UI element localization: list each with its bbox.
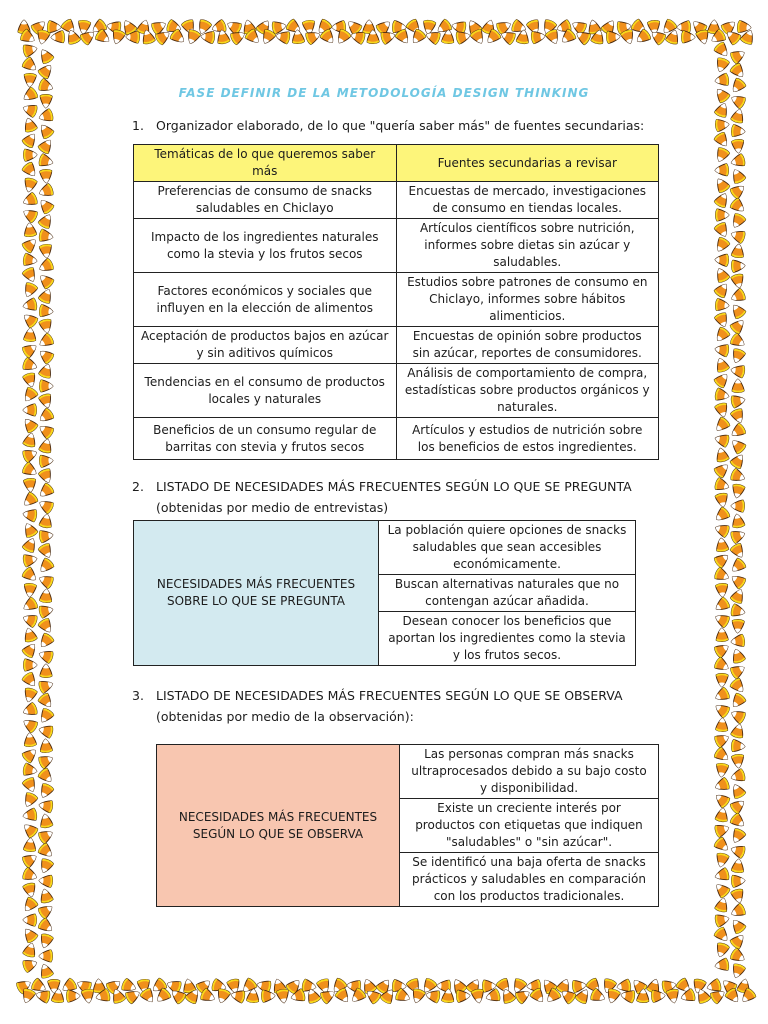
table-cell-source: Análisis de comportamiento de compra, estadísticas sobre productos orgánicos y naturales. xyxy=(396,364,659,418)
candy-corn-icon xyxy=(730,408,746,425)
candy-corn-icon xyxy=(713,777,730,793)
candy-corn-icon xyxy=(729,903,746,920)
candy-corn-icon xyxy=(22,298,38,313)
candy-corn-icon xyxy=(679,988,696,1004)
candy-corn-icon xyxy=(714,942,730,959)
candy-corn-icon xyxy=(713,461,731,479)
candy-corn-icon xyxy=(456,990,470,1003)
candy-corn-icon xyxy=(39,589,52,603)
candy-corn-icon xyxy=(730,723,745,739)
candy-corn-icon xyxy=(731,273,746,289)
table-row xyxy=(134,219,659,273)
table-cell-topic: Preferencias de consumo de snacks saludables en Chiclayo xyxy=(134,182,397,219)
candy-corn-icon xyxy=(37,617,54,635)
candy-corn-icon xyxy=(21,102,38,118)
candy-corn-icon xyxy=(37,632,55,650)
candy-corn-icon xyxy=(21,192,38,208)
candy-corn-icon xyxy=(531,30,546,44)
candy-corn-icon xyxy=(714,343,729,357)
candy-corn-icon xyxy=(276,989,290,1004)
candy-corn-icon xyxy=(730,963,746,980)
candy-corn-icon xyxy=(713,551,731,569)
candy-corn-icon xyxy=(21,386,39,404)
candy-corn-icon xyxy=(37,122,55,140)
candy-corn-icon xyxy=(714,913,730,928)
candy-corn-icon xyxy=(729,917,747,935)
candy-corn-icon xyxy=(23,914,37,926)
candy-corn-icon xyxy=(22,867,39,883)
candy-corn-icon xyxy=(39,438,54,454)
candy-corn-icon xyxy=(730,468,747,484)
need-item: Desean conocer los beneficios que aportan los ingredientes como la stevia y los frutos secos. xyxy=(379,612,636,666)
candy-corn-icon xyxy=(731,139,744,153)
candy-corn-icon xyxy=(731,260,745,273)
interview-needs-table xyxy=(133,520,636,666)
candy-corn-icon xyxy=(715,118,730,131)
candy-corn-icon xyxy=(731,124,746,137)
candy-corn-icon xyxy=(22,627,37,643)
candy-corn-icon xyxy=(681,31,695,43)
need-item: Existe un creciente interés por productos con etiquetas que indiquen "saludables" o "sin azúcar". xyxy=(400,799,659,853)
candy-corn-icon xyxy=(23,478,36,493)
interview-needs-label: NECESIDADES MÁS FRECUENTES SOBRE LO QUE SE PREGUNTA xyxy=(134,521,379,666)
candy-corn-icon xyxy=(23,253,38,267)
candy-corn-icon xyxy=(21,236,39,254)
candy-corn-icon xyxy=(714,897,729,913)
candy-corn-icon xyxy=(729,452,746,470)
candy-corn-icon xyxy=(731,858,745,873)
candy-corn-icon xyxy=(713,791,731,809)
candy-corn-icon xyxy=(38,362,54,379)
candy-corn-icon xyxy=(715,254,729,267)
section1-heading xyxy=(132,115,652,136)
candy-corn-icon xyxy=(21,596,39,613)
candy-corn-icon xyxy=(39,304,54,317)
table-cell-source: Artículos científicos sobre nutrición, informes sobre dietas sin azúcar y saludables. xyxy=(396,219,659,273)
candy-corn-icon xyxy=(729,797,747,815)
candy-corn-icon xyxy=(731,754,744,769)
secondary-sources-table xyxy=(133,144,659,460)
candy-corn-icon xyxy=(37,183,54,199)
candy-corn-icon xyxy=(21,341,39,358)
candy-corn-icon xyxy=(23,149,37,161)
candy-corn-icon xyxy=(21,311,39,329)
candy-corn-icon xyxy=(716,718,729,732)
candy-corn-icon xyxy=(38,858,54,875)
candy-corn-icon xyxy=(21,612,38,628)
candy-corn-icon xyxy=(732,379,744,393)
candy-corn-icon xyxy=(713,371,731,389)
candy-corn-icon xyxy=(731,739,745,752)
candy-corn-icon xyxy=(730,528,747,544)
candy-corn-icon xyxy=(21,161,39,179)
candy-corn-icon xyxy=(729,542,746,560)
candy-corn-icon xyxy=(22,177,37,193)
candy-corn-icon xyxy=(21,791,38,808)
need-item: Las personas compran más snacks ultraprocesados debido a su bajo costo y disponibilidad. xyxy=(400,745,659,799)
candy-corn-icon xyxy=(37,557,55,575)
candy-corn-icon xyxy=(730,604,746,619)
candy-corn-icon xyxy=(714,447,729,463)
table-row xyxy=(134,521,636,575)
candy-corn-icon xyxy=(21,746,39,764)
candy-corn-icon xyxy=(51,31,65,44)
candy-corn-icon xyxy=(729,948,747,965)
candy-corn-icon xyxy=(38,393,54,410)
candy-corn-icon xyxy=(713,281,731,299)
candy-corn-icon xyxy=(22,266,39,284)
candy-corn-icon xyxy=(716,209,730,221)
candy-corn-icon xyxy=(713,176,730,194)
candy-corn-icon xyxy=(37,47,54,65)
need-item: Se identificó una baja oferta de snacks prácticos y saludables en comparación con los productos tradicionales. xyxy=(400,853,659,907)
candy-corn-icon xyxy=(22,282,39,299)
candy-corn-icon xyxy=(729,677,747,695)
candy-corn-icon xyxy=(729,228,746,244)
candy-corn-icon xyxy=(713,326,731,344)
candy-corn-icon xyxy=(21,641,39,659)
candy-corn-icon xyxy=(23,733,36,747)
candy-corn-icon xyxy=(715,492,729,508)
candy-corn-icon xyxy=(38,468,54,485)
candy-corn-icon xyxy=(713,611,730,628)
candy-corn-icon xyxy=(713,701,731,718)
candy-corn-icon xyxy=(730,153,746,168)
candy-corn-icon xyxy=(39,813,53,828)
candy-corn-icon xyxy=(21,206,39,223)
candy-corn-icon xyxy=(732,619,745,633)
candy-corn-icon xyxy=(22,43,38,58)
candy-corn-icon xyxy=(38,753,55,769)
candy-corn-icon xyxy=(731,483,746,499)
candy-corn-icon xyxy=(37,137,55,155)
candy-corn-icon xyxy=(22,553,38,567)
candy-corn-icon xyxy=(21,566,39,584)
candy-corn-icon xyxy=(21,926,39,944)
candy-corn-icon xyxy=(666,988,680,1004)
candy-corn-icon xyxy=(38,933,54,950)
candy-corn-icon xyxy=(38,542,55,560)
candy-corn-icon xyxy=(22,447,39,463)
candy-corn-icon xyxy=(38,678,55,694)
candy-corn-icon xyxy=(714,732,731,749)
candy-corn-icon xyxy=(40,664,52,678)
candy-corn-icon xyxy=(22,357,39,373)
table-header-topics: Temáticas de lo que queremos saber más xyxy=(134,145,397,182)
table-cell-topic: Impacto de los ingredientes naturales como la stevia y los frutos secos xyxy=(134,219,397,273)
candy-corn-icon xyxy=(714,57,730,74)
candy-corn-icon xyxy=(714,101,730,118)
candy-corn-icon xyxy=(22,763,38,777)
candy-corn-icon xyxy=(606,31,620,44)
candy-corn-icon xyxy=(731,500,745,512)
candy-corn-icon xyxy=(37,827,55,844)
candy-corn-icon xyxy=(37,347,55,365)
candy-corn-icon xyxy=(22,508,37,522)
candy-corn-icon xyxy=(37,332,55,349)
candy-corn-icon xyxy=(714,73,729,87)
candy-corn-icon xyxy=(37,917,55,935)
candy-corn-icon xyxy=(39,950,53,962)
candy-corn-icon xyxy=(37,692,55,710)
table-cell-topic: Factores económicos y sociales que influyen en la elección de alimentos xyxy=(134,273,397,327)
table-cell-source: Estudios sobre patrones de consumo en Chiclayo, informes sobre hábitos alimenticios. xyxy=(396,273,659,327)
candy-corn-icon xyxy=(731,875,745,888)
candy-corn-icon xyxy=(713,506,731,524)
candy-corn-icon xyxy=(729,932,747,950)
section2-number: 2. xyxy=(132,479,144,494)
candy-corn-icon xyxy=(729,47,747,64)
candy-corn-icon xyxy=(729,317,747,335)
candy-corn-icon xyxy=(713,641,731,658)
candy-corn-icon xyxy=(716,673,728,687)
table-row xyxy=(157,745,659,799)
candy-corn-icon xyxy=(731,243,745,258)
candy-corn-icon xyxy=(730,394,746,409)
table-row xyxy=(134,327,659,364)
candy-corn-icon xyxy=(714,266,731,283)
candy-corn-icon xyxy=(38,888,53,904)
candy-corn-icon xyxy=(38,212,55,230)
candy-corn-icon xyxy=(21,671,39,689)
candy-corn-icon xyxy=(714,402,729,418)
candy-corn-icon xyxy=(729,332,747,349)
candy-corn-icon xyxy=(714,356,730,373)
candy-corn-icon xyxy=(715,763,729,778)
candy-corn-icon xyxy=(21,702,38,718)
candy-corn-icon xyxy=(714,867,730,882)
observation-needs-table xyxy=(156,744,659,907)
candy-corn-icon xyxy=(21,851,39,868)
page-title: FASE DEFINIR DE LA METODOLOGÍA DESIGN THINKING xyxy=(178,86,590,100)
candy-corn-icon xyxy=(731,888,746,904)
candy-corn-icon xyxy=(22,687,37,703)
candy-corn-icon xyxy=(714,221,731,239)
candy-corn-icon xyxy=(714,312,730,329)
candy-corn-icon xyxy=(714,191,731,209)
candy-corn-icon xyxy=(731,513,745,528)
candy-corn-icon xyxy=(23,222,37,237)
candy-corn-icon xyxy=(40,169,53,183)
candy-corn-icon xyxy=(37,272,55,290)
table-row xyxy=(134,182,659,219)
candy-corn-icon xyxy=(729,707,746,724)
candy-corn-icon xyxy=(729,572,747,590)
candy-corn-icon xyxy=(730,768,746,783)
candy-corn-icon xyxy=(713,41,731,59)
candy-corn-icon xyxy=(38,723,54,738)
candy-corn-icon xyxy=(37,482,55,500)
candy-corn-icon xyxy=(38,603,54,618)
candy-corn-icon xyxy=(23,882,38,898)
candy-corn-icon xyxy=(713,522,730,538)
candy-corn-icon xyxy=(729,827,746,845)
candy-corn-icon xyxy=(39,455,53,468)
candy-corn-icon xyxy=(21,131,39,149)
candy-corn-icon xyxy=(730,587,747,604)
candy-corn-icon xyxy=(37,497,55,514)
candy-corn-icon xyxy=(21,56,39,74)
candy-corn-icon xyxy=(729,212,746,230)
section3-text: LISTADO DE NECESIDADES MÁS FRECUENTES SEGÚN LO QUE SE OBSERVA (obtenidas por medio de la observación): xyxy=(156,688,623,724)
section3-number: 3. xyxy=(132,688,144,703)
candy-corn-icon xyxy=(22,536,39,553)
candy-corn-icon xyxy=(21,521,38,538)
candy-corn-icon xyxy=(261,990,275,1002)
candy-corn-icon xyxy=(23,404,37,416)
candy-corn-icon xyxy=(37,407,55,425)
candy-corn-icon xyxy=(713,657,731,674)
candy-corn-icon xyxy=(37,197,55,215)
candy-corn-icon xyxy=(22,942,37,958)
candy-corn-icon xyxy=(21,462,39,479)
candy-corn-icon xyxy=(713,687,731,704)
candy-corn-icon xyxy=(714,147,731,164)
need-item: Buscan alternativas naturales que no contengan azúcar añadida. xyxy=(379,575,636,612)
table-cell-topic: Beneficios de un consumo regular de barritas con stevia y frutos secos xyxy=(134,418,397,460)
table-header-sources: Fuentes secundarias a revisar xyxy=(396,145,659,182)
candy-corn-icon xyxy=(39,380,53,392)
candy-corn-icon xyxy=(39,529,54,543)
candy-corn-icon xyxy=(38,153,54,168)
candy-corn-icon xyxy=(21,491,39,509)
candy-corn-icon xyxy=(713,836,731,854)
candy-corn-icon xyxy=(714,432,730,447)
candy-corn-icon xyxy=(729,62,747,80)
candy-corn-icon xyxy=(729,662,747,679)
candy-corn-icon xyxy=(22,372,37,388)
candy-corn-icon xyxy=(714,477,731,493)
candy-corn-icon xyxy=(81,989,95,1004)
candy-corn-icon xyxy=(715,298,730,311)
candy-corn-icon xyxy=(24,659,38,671)
candy-corn-icon xyxy=(729,167,746,184)
candy-corn-icon xyxy=(729,288,746,305)
candy-corn-icon xyxy=(38,799,53,813)
candy-corn-icon xyxy=(715,583,728,597)
table-cell-source: Encuestas de opinión sobre productos sin azúcar, reportes de consumidores. xyxy=(396,327,659,364)
candy-corn-icon xyxy=(729,812,747,830)
candy-corn-icon xyxy=(729,782,746,800)
section1-text: Organizador elaborado, de lo que "quería saber más" de fuentes secundarias: xyxy=(156,118,645,133)
section2-text: LISTADO DE NECESIDADES MÁS FRECUENTES SEGÚN LO QUE SE PREGUNTA (obtenidas por medio de entrevistas) xyxy=(156,479,632,515)
candy-corn-icon xyxy=(714,958,729,972)
candy-corn-icon xyxy=(35,989,51,1004)
candy-corn-icon xyxy=(37,648,54,664)
table-cell-topic: Tendencias en el consumo de productos locales y naturales xyxy=(134,364,397,418)
candy-corn-icon xyxy=(37,782,54,800)
candy-corn-icon xyxy=(37,573,54,589)
candy-corn-icon xyxy=(730,108,745,124)
candy-corn-icon xyxy=(39,513,53,528)
candy-corn-icon xyxy=(730,348,746,365)
candy-corn-icon xyxy=(713,131,731,149)
table-row xyxy=(134,364,659,418)
candy-corn-icon xyxy=(39,875,53,888)
candy-corn-icon xyxy=(21,716,39,733)
candy-corn-icon xyxy=(714,822,731,838)
observation-needs-label: NECESIDADES MÁS FRECUENTES SEGÚN LO QUE SE OBSERVA xyxy=(157,745,400,907)
table-cell-source: Encuestas de mercado, investigaciones de consumo en tiendas locales. xyxy=(396,182,659,219)
candy-corn-icon xyxy=(715,807,729,822)
table-cell-source: Artículos y estudios de nutrición sobre los beneficios de estos ingredientes. xyxy=(396,418,659,460)
candy-corn-icon xyxy=(729,422,747,439)
candy-corn-icon xyxy=(37,258,54,275)
candy-corn-icon xyxy=(23,432,38,448)
candy-corn-icon xyxy=(37,62,55,80)
candy-corn-icon xyxy=(21,896,39,914)
candy-corn-icon xyxy=(714,388,730,403)
candy-corn-icon xyxy=(713,596,731,613)
need-item: La población quiere opciones de snacks saludables que sean accesibles económicamente. xyxy=(379,521,636,575)
candy-corn-icon xyxy=(22,777,39,794)
candy-corn-icon xyxy=(729,182,747,200)
candy-corn-icon xyxy=(730,634,745,648)
candy-corn-icon xyxy=(38,229,54,243)
candy-corn-icon xyxy=(729,437,747,455)
candy-corn-icon xyxy=(37,767,55,785)
section1-number: 1. xyxy=(132,118,144,133)
candy-corn-icon xyxy=(23,583,36,597)
candy-corn-icon xyxy=(21,416,39,434)
candy-corn-icon xyxy=(21,821,39,839)
candy-corn-icon xyxy=(715,164,729,177)
table-row xyxy=(134,418,659,460)
candy-corn-icon xyxy=(66,990,80,1002)
candy-corn-icon xyxy=(38,108,54,123)
candy-corn-icon xyxy=(38,287,55,304)
candy-corn-icon xyxy=(713,746,731,764)
candy-corn-icon xyxy=(22,808,37,822)
candy-corn-icon xyxy=(651,990,665,1003)
candy-corn-icon xyxy=(730,364,745,378)
table-cell-topic: Aceptación de productos bajos en azúcar y sin aditivos químicos xyxy=(134,327,397,364)
candy-corn-icon xyxy=(729,843,746,859)
candy-corn-icon xyxy=(38,962,54,979)
candy-corn-icon xyxy=(22,957,39,973)
candy-corn-icon xyxy=(729,302,747,320)
candy-corn-icon xyxy=(713,881,731,899)
table-header-row xyxy=(134,145,659,182)
candy-corn-icon xyxy=(39,739,52,753)
candy-corn-icon xyxy=(23,837,36,852)
candy-corn-icon xyxy=(713,236,730,254)
candy-corn-icon xyxy=(39,318,54,334)
candy-corn-icon xyxy=(39,244,53,259)
candy-corn-icon xyxy=(729,197,747,215)
section3-heading xyxy=(132,685,652,727)
candy-corn-icon xyxy=(24,328,37,342)
candy-corn-icon xyxy=(716,628,728,642)
candy-corn-icon xyxy=(713,416,731,434)
candy-corn-icon xyxy=(730,647,746,664)
candy-corn-icon xyxy=(37,707,54,725)
candy-corn-icon xyxy=(37,902,55,919)
section2-heading xyxy=(132,476,652,518)
candy-corn-icon xyxy=(714,567,731,583)
candy-corn-icon xyxy=(37,422,55,439)
candy-corn-icon xyxy=(715,852,730,868)
candy-corn-icon xyxy=(729,692,747,710)
candy-corn-icon xyxy=(22,116,38,133)
candy-corn-icon xyxy=(713,926,731,944)
candy-corn-icon xyxy=(715,537,729,552)
candy-corn-icon xyxy=(729,557,747,575)
candy-corn-icon xyxy=(37,842,55,860)
table-row xyxy=(134,273,659,327)
